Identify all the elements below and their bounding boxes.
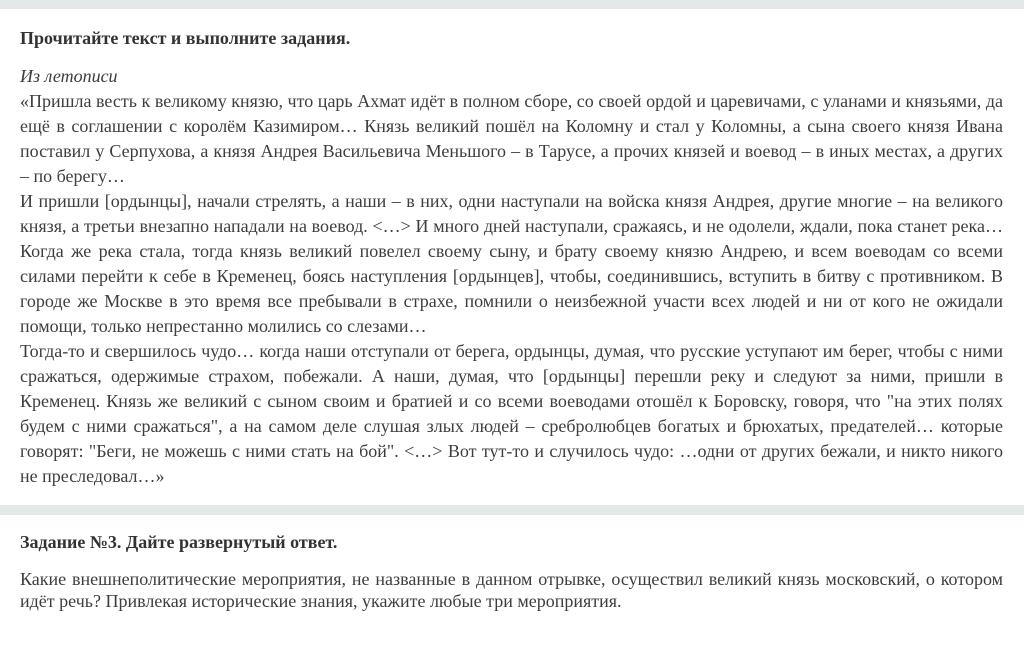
section-divider-band xyxy=(0,505,1024,515)
task-question: Какие внешнеполитические мероприятия, не названные в данном отрывке, осуществил великий князь московский, о котором идёт речь? Привлекая исторические знания, укажите любые три мероприятия. xyxy=(20,569,1003,611)
source-caption: Из летописи xyxy=(20,66,118,86)
passage-paragraph: И пришли [ордынцы], начали стрелять, а наши – в них, одни наступали на войска князя Андрея, другие многие – на великого князя, а третьи внезапно нападали на воевод. <…> И много дней наступали, сражаясь, и не одолели, ждали, пока станет река… Когда же река стала, тогда князь великий повелел своему сыну, и брату своему князю Андрею, и всем воеводам со всеми силами перейти к себе в Кременец, боясь наступления [ордынцев], чтобы, соединившись, вступить в битву с противником. В городе же Москве в это время все пребывали в страхе, помнили о неизбежной участи всех людей и ни от кого не ожидали помощи, только непрестанно молились со слезами… xyxy=(20,191,1003,336)
passage-paragraph: Тогда-то и свершилось чудо… когда наши отступали от берега, ордынцы, думая, что русские уступают им берег, чтобы с ними сражаться, одержимые страхом, побежали. А наши, думая, что [ордынцы] перешли реку и следуют за ними, пришли в Кременец. Князь же великий с сыном своим и братией и со всеми воеводами отошёл к Боровску, говоря, что "на этих полях будем с ними сражаться", а на самом деле слушая злых людей – сребролюбцев богатых и брюхатых, предателей… которые говорят: "Беги, не можешь с ними стать на бой". <…> Вот тут-то и случилось чудо: …одни от других бежали, и никто никого не преследовал…» xyxy=(20,341,1003,486)
task-section xyxy=(20,530,1003,612)
task-title: Задание №3. Дайте развернутый ответ. xyxy=(20,532,338,552)
passage-paragraph: «Пришла весть к великому князю, что царь Ахмат идёт в полном сборе, со своей ордой и царевичами, с уланами и князьями, да ещё в соглашении с королём Казимиром… Князь великий пошёл на Коломну и стал у Коломны, а сына своего князя Ивана поставил у Серпухова, а князя Андрея Васильевича Меньшого – в Тарусе, а прочих князей и воевод – в иных местах, а других – по берегу… xyxy=(20,91,1003,186)
chronicle-passage xyxy=(20,89,1003,489)
top-divider-band xyxy=(0,0,1024,9)
reading-instruction: Прочитайте текст и выполните задания. xyxy=(20,28,351,48)
reading-section xyxy=(20,27,1003,486)
